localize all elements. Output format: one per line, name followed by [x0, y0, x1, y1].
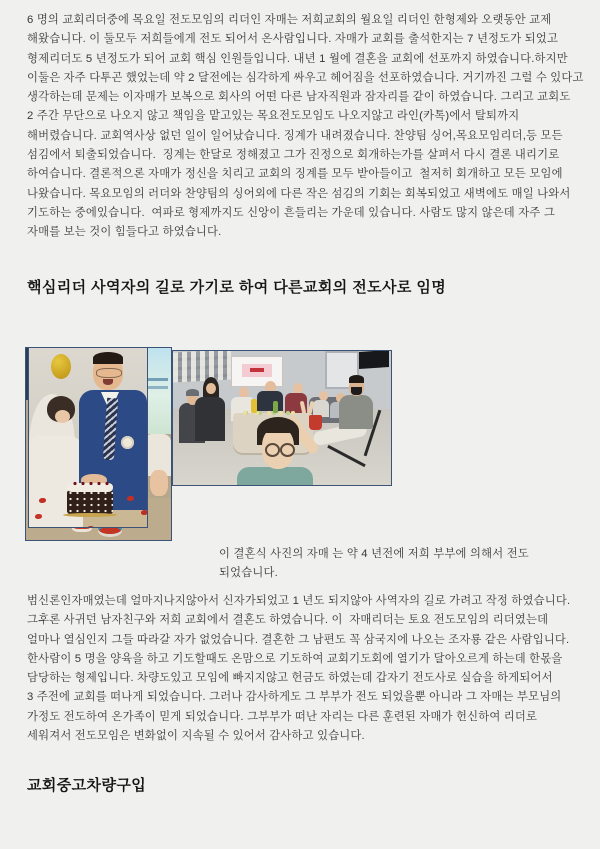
text-line: 담당하는 형제입니다. 차량도있고 모임에 빠지지않고 헌금도 하였는데 갑자기 전도사로 실습을 하게되어서: [27, 672, 553, 685]
person-arm-shape: [150, 470, 168, 496]
cake-tray-shape: [63, 513, 117, 517]
groom-glasses-shape: [96, 368, 122, 378]
text-line: 세워져서 전도모임은 변화없이 지속될 수 있어서 감사하고 있습니다.: [27, 730, 365, 743]
section-heading-evangelist-appointment: 핵심리더 사역자의 길로 가기로 하여 다른교회의 전도사로 임명: [27, 279, 447, 296]
text-line: 생각하는데 문제는 이자매가 보복으로 회사의 어떤 다른 남자직원과 잠자리를 같이 하였습니다. 그리고 교회도: [27, 91, 571, 104]
corsage-flower-shape: [121, 436, 134, 449]
face-mask-shape: [351, 387, 362, 395]
green-bottle-shape: [273, 401, 278, 413]
screen-pink-banner-shape: [242, 364, 272, 377]
photo-wedding-cake-cutting[interactable]: [28, 347, 148, 528]
section-heading-used-car-purchase: 교회중고차량구입: [27, 777, 147, 794]
yellow-balloon-shape: [51, 354, 71, 379]
text-line: 형제리더도 5 년정도가 되어 교회 핵심 인원들입니다. 내년 1 월에 결혼을 교회에 선포까지 하였습니다.하지만: [27, 52, 568, 65]
paragraph-discipline-story: [27, 11, 584, 243]
text-line: 한사람이 5 명을 양육을 하고 기도할때도 온맘으로 기도하여 교회기도회에 열기가 달아오르게 하는데 한몫을: [27, 652, 563, 665]
selfie-girl-glasses-shape: [280, 443, 295, 457]
text-line: 가정도 전도하여 온가족이 믿게 되었습니다. 그부부가 떠난 자리는 다른 훈련된 자매가 헌신하여 리더로: [27, 710, 538, 723]
text-line: 되었습니다.: [219, 567, 278, 580]
person-2-body-shape: [195, 397, 225, 441]
selfie-girl-glasses-shape: [265, 443, 280, 457]
groom-hair-shape: [93, 352, 123, 364]
yellow-bottle-shape: [251, 399, 257, 413]
person-2-head-shape: [206, 383, 216, 394]
text-line: 자매를 보는 것이 힘들다고 하였습니다.: [27, 226, 222, 239]
masked-man-body-shape: [339, 395, 373, 429]
red-bucket-shape: [309, 415, 322, 430]
person-4-body-shape: [257, 391, 283, 411]
text-line: 그후론 사귀던 남자친구와 저희 교회에서 결혼도 하였습니다. 이 자매리더는 토요 전도모임의 리더였는데: [27, 614, 549, 627]
photo-group-gathering[interactable]: [172, 350, 392, 486]
groom-smile-shape: [103, 379, 113, 385]
text-line: 3 주전에 교회를 떠나게 되었습니다. 그러나 감사하게도 그 부부가 전도 되었을뿐 아니라 그 자매는 부모님의: [27, 691, 562, 704]
wall-tv-shape: [359, 350, 389, 369]
selfie-girl-shirt-shape: [237, 467, 313, 485]
text-line: 이둘은 자주 다투곤 했었는데 약 2 달전에는 심각하게 싸우고 헤어짐을 선포하였습니다. 거기까진 그럴 수 있다고: [27, 71, 584, 84]
text-line: 범신론인자매였는데 얼마지나지않아서 신자가되었고 1 년도 되지않아 사역자의 길로 가려고 작정 하였습니다.: [27, 595, 571, 607]
text-line: 기도하는 중에있습니다. 여파로 형제까지도 신앙이 흔들리는 가운데 있습니다. 사람도 많지 않은데 자주 그: [27, 206, 555, 219]
cake-body-shape: [67, 490, 113, 514]
text-line: 2 주간 무단으로 나오지 않고 책임을 맡고있는 목요전도모임도 나오지않고 라인(카톡)에서 탈퇴까지: [27, 110, 520, 123]
person-1-cap-shape: [186, 389, 199, 396]
tv-screen-shape: [231, 356, 283, 387]
text-line: 이 결혼식 사진의 자매 는 약 4 년전에 저희 부부에 의해서 전도: [219, 548, 529, 560]
text-line: 하여습니다. 결론적으론 자매가 정신을 치리고 교회의 징계를 모두 받아들이고 철저히 회개하고 모든 모임에: [27, 168, 563, 181]
text-line: 섬김에서 퇴출되었습니다. 징계는 한달로 정해졌고 그가 진정으로 회개하는가를 살펴서 다시 결론 내리기로: [27, 149, 560, 162]
cake-cherries-shape: [71, 481, 109, 486]
text-line: 6 명의 교회리더중에 목요일 전도모임의 리더인 자매는 저희교회의 월요일 리더인 한형제와 오랫동안 교제: [27, 14, 552, 26]
photo-caption: [219, 545, 579, 584]
screen-red-text-shape: [250, 368, 264, 372]
photo-collage: [25, 347, 395, 547]
masked-man-hair-shape: [349, 375, 364, 383]
bride-face-shape: [55, 410, 70, 423]
photo-wall-collage-shape: [173, 350, 231, 383]
text-line: 나왔습니다. 목요모임의 러더와 찬양팀의 싱어외에 다른 작은 섬김의 기회는 회복되었고 새벽에도 매일 나와서: [27, 187, 571, 200]
red-petals-shape: [39, 498, 46, 503]
text-line: 얼마나 열심인지 그들 따라갈 자가 없었습니다. 결혼한 그 남편도 꼭 삼국지에 나오는 조자룡 같은 사람입니다.: [27, 633, 570, 646]
paragraph-couple-story: [27, 592, 575, 746]
text-line: 해왔습니다. 이 둘모두 저희들에게 전도 되어서 온사람입니다. 자매가 교회를 출석한지는 7 년정도가 되었고: [27, 33, 559, 46]
text-line: 해버렸습니다. 교회역사상 없던 일이 일어났습니다. 징계가 내려졌습니다. 찬양팀 싱어,목요모임리더,등 모든: [27, 129, 563, 142]
selfie-girl-bangs-shape: [260, 419, 296, 433]
